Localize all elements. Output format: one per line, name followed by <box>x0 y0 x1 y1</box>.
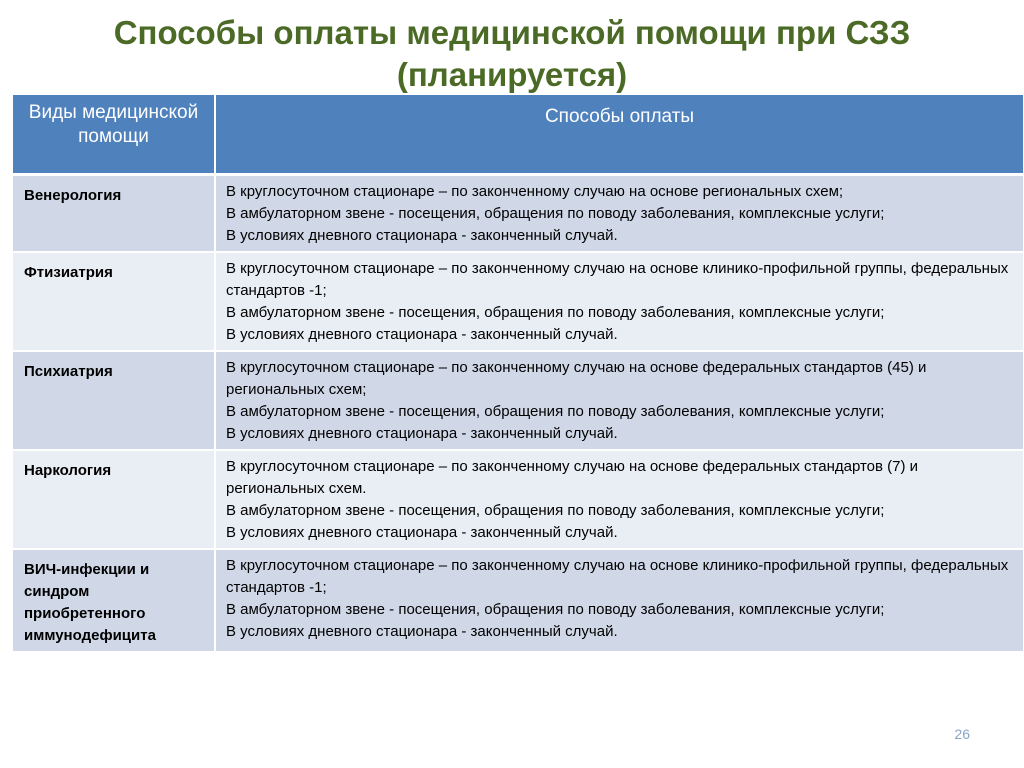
method-inpatient: В круглосуточном стационаре – по законченному случаю на основе федеральных стандартов (45) и региональных схем; <box>226 358 927 398</box>
slide-title <box>0 12 1024 96</box>
care-type-cell: Фтизиатрия <box>13 252 215 351</box>
slide-title-line-1: Способы оплаты медицинской помощи при СЗЗ <box>113 14 911 51</box>
method-outpatient: В амбулаторном звене - посещения, обращения по поводу заболевания, комплексные услуги; <box>226 501 885 519</box>
method-day-hospital: В условиях дневного стационара - законченный случай. <box>226 523 618 541</box>
header-payment-methods: Способы оплаты <box>215 95 1024 174</box>
table-row-venereology <box>13 174 1024 252</box>
care-type-cell: Психиатрия <box>13 351 215 450</box>
table-row-hiv <box>13 549 1024 652</box>
payment-methods-cell <box>215 174 1024 252</box>
payment-methods-cell <box>215 252 1024 351</box>
method-inpatient: В круглосуточном стационаре – по законченному случаю на основе клинико-профильной группы, федеральных стандартов -1; <box>226 259 1009 299</box>
header-care-type: Виды медицинской помощи <box>13 95 215 174</box>
page-number: 26 <box>954 726 970 742</box>
method-day-hospital: В условиях дневного стационара - законченный случай. <box>226 325 618 343</box>
method-outpatient: В амбулаторном звене - посещения, обращения по поводу заболевания, комплексные услуги; <box>226 204 885 222</box>
care-type-cell: ВИЧ-инфекции и синдром приобретенного иммунодефицита <box>13 549 215 652</box>
payment-methods-cell <box>215 450 1024 549</box>
method-outpatient: В амбулаторном звене - посещения, обращения по поводу заболевания, комплексные услуги; <box>226 600 885 618</box>
method-day-hospital: В условиях дневного стационара - законченный случай. <box>226 424 618 442</box>
method-outpatient: В амбулаторном звене - посещения, обращения по поводу заболевания, комплексные услуги; <box>226 402 885 420</box>
method-outpatient: В амбулаторном звене - посещения, обращения по поводу заболевания, комплексные услуги; <box>226 303 885 321</box>
table-row-phthisiology <box>13 252 1024 351</box>
method-inpatient: В круглосуточном стационаре – по законченному случаю на основе региональных схем; <box>226 182 844 200</box>
payment-methods-cell <box>215 351 1024 450</box>
slide-title-line-2: (планируется) <box>396 56 628 93</box>
table-row-narcology <box>13 450 1024 549</box>
method-day-hospital: В условиях дневного стационара - законченный случай. <box>226 622 618 640</box>
payment-methods-table <box>13 95 1024 653</box>
care-type-cell: Венерология <box>13 174 215 252</box>
care-type-cell: Наркология <box>13 450 215 549</box>
method-inpatient: В круглосуточном стационаре – по законченному случаю на основе федеральных стандартов (7) и региональных схем. <box>226 457 919 497</box>
method-day-hospital: В условиях дневного стационара - законченный случай. <box>226 226 618 244</box>
table-row-psychiatry <box>13 351 1024 450</box>
table-header-row <box>13 95 1024 174</box>
method-inpatient: В круглосуточном стационаре – по законченному случаю на основе клинико-профильной группы, федеральных стандартов -1; <box>226 556 1009 596</box>
payment-methods-cell <box>215 549 1024 652</box>
